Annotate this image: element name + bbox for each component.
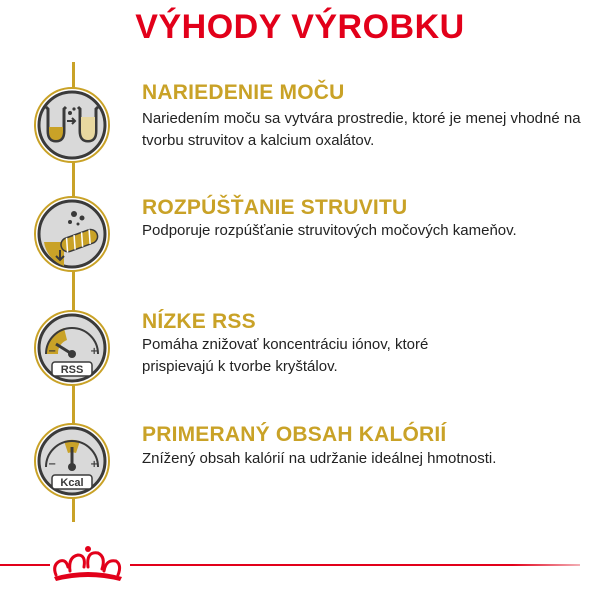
kcal-gauge-icon bbox=[34, 423, 110, 499]
benefit-desc-urine-dilution: Nariedením moču sa vytvára prostredie, ktoré je menej vhodné na tvorbu struvitov a kalcium oxalátov. bbox=[142, 110, 581, 149]
svg-text:−: − bbox=[48, 459, 57, 470]
benefit-title-rss: NÍZKE RSS bbox=[142, 310, 256, 333]
page-title: VÝHODY VÝROBKU bbox=[135, 8, 465, 46]
svg-text:−: − bbox=[48, 346, 57, 357]
benefit-desc-rss: Pomáha znižovať koncentráciu iónov, ktoré prispievajú k tvorbe kryštálov. bbox=[142, 336, 429, 375]
struvite-dissolution-icon bbox=[34, 196, 110, 272]
urine-dilution-icon bbox=[34, 87, 110, 163]
benefit-desc-kcal: Znížený obsah kalórií na udržanie ideálnej hmotnosti. bbox=[142, 450, 497, 467]
svg-text:+: + bbox=[90, 346, 99, 357]
benefit-title-kcal: PRIMERANÝ OBSAH KALÓRIÍ bbox=[142, 423, 447, 446]
benefit-title-urine-dilution: NARIEDENIE MOČU bbox=[142, 81, 345, 104]
kcal-gauge-label: Kcal bbox=[60, 477, 84, 489]
royal-canin-crown-logo bbox=[46, 545, 130, 585]
svg-text:+: + bbox=[90, 459, 99, 470]
benefit-title-struvite: ROZPÚŠŤANIE STRUVITU bbox=[142, 196, 408, 219]
footer-divider-left bbox=[0, 564, 50, 566]
footer-divider-right bbox=[130, 564, 580, 566]
benefit-desc-struvite: Podporuje rozpúšťanie struvitových močových kameňov. bbox=[142, 222, 517, 239]
rss-gauge-label: RSS bbox=[60, 364, 84, 376]
rss-gauge-icon bbox=[34, 310, 110, 386]
